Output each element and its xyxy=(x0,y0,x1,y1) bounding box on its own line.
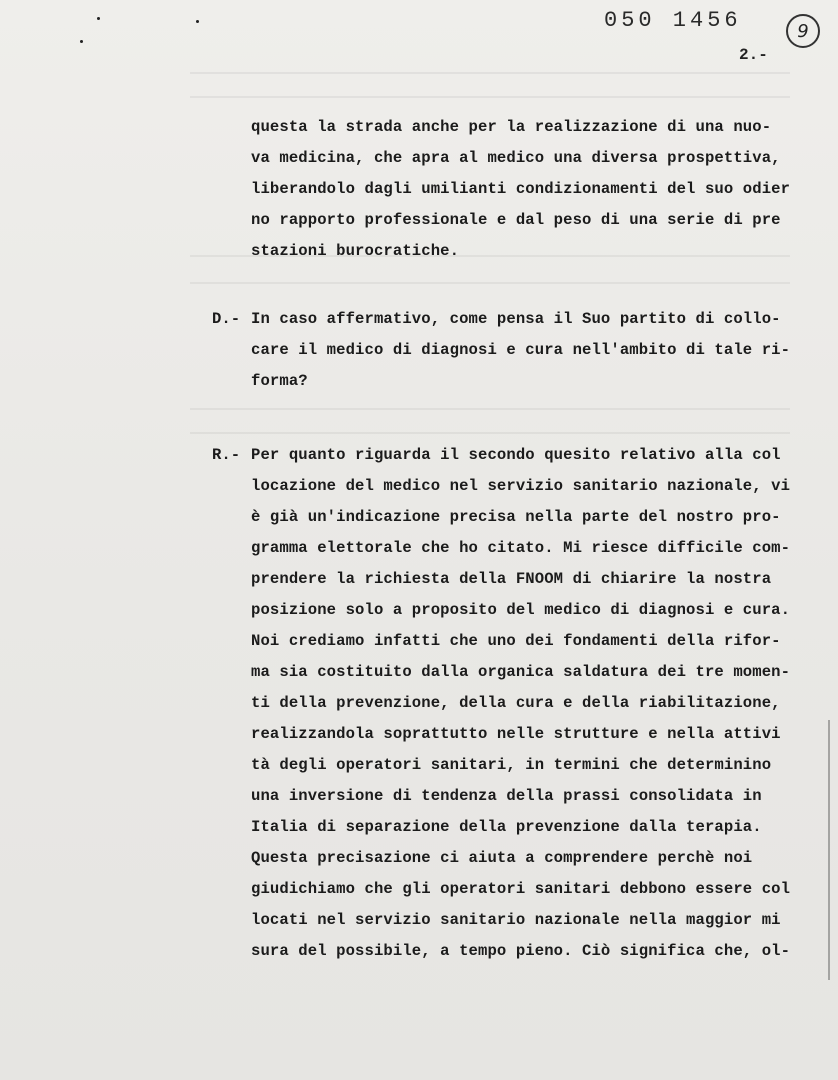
paragraph-continuation xyxy=(251,112,821,267)
text-line: ti della prevenzione, della cura e della riabilitazione, xyxy=(251,694,781,712)
text-line: tà degli operatori sanitari, in termini che determinino xyxy=(251,756,772,774)
text-line: posizione solo a proposito del medico di diagnosi e cura. xyxy=(251,601,791,619)
text-line: liberandolo dagli umilianti condizionamenti del suo odier xyxy=(251,180,791,198)
punch-dot xyxy=(196,20,199,23)
question-text xyxy=(251,304,821,397)
text-line: locazione del medico nel servizio sanitario nazionale, vi xyxy=(251,477,791,495)
question-marker: D.- xyxy=(212,310,241,328)
text-line: Noi crediamo infatti che uno dei fondamenti della rifor- xyxy=(251,632,781,650)
answer-marker: R.- xyxy=(212,446,241,464)
bleed-through-mark xyxy=(190,408,790,410)
text-line: care il medico di diagnosi e cura nell'ambito di tale ri- xyxy=(251,341,791,359)
punch-dot xyxy=(97,17,100,20)
bleed-through-mark xyxy=(190,432,790,434)
document-number: 050 1456 xyxy=(604,8,742,33)
text-line: giudichiamo che gli operatori sanitari debbono essere col xyxy=(251,880,791,898)
text-line: sura del possibile, a tempo pieno. Ciò significa che, ol- xyxy=(251,942,791,960)
text-line: Italia di separazione della prevenzione dalla terapia. xyxy=(251,818,762,836)
text-line: forma? xyxy=(251,372,308,390)
text-line: una inversione di tendenza della prassi consolidata in xyxy=(251,787,762,805)
text-line: gramma elettorale che ho citato. Mi riesce difficile com- xyxy=(251,539,791,557)
bleed-through-stamp xyxy=(0,560,140,660)
text-line: In caso affermativo, come pensa il Suo partito di collo- xyxy=(251,310,781,328)
page-number: 2.- xyxy=(739,46,768,64)
text-line: Questa precisazione ci aiuta a comprendere perchè noi xyxy=(251,849,753,867)
text-line: Per quanto riguarda il secondo quesito relativo alla col xyxy=(251,446,781,464)
text-line: questa la strada anche per la realizzazione di una nuo- xyxy=(251,118,772,136)
text-line: ma sia costituito dalla organica saldatura dei tre momen- xyxy=(251,663,791,681)
punch-dot xyxy=(80,40,83,43)
text-line: locati nel servizio sanitario nazionale nella maggior mi xyxy=(251,911,781,929)
margin-line xyxy=(828,720,830,980)
text-line: va medicina, che apra al medico una diversa prospettiva, xyxy=(251,149,781,167)
text-line: è già un'indicazione precisa nella parte del nostro pro- xyxy=(251,508,781,526)
text-line: stazioni burocratiche. xyxy=(251,242,460,260)
text-line: realizzandola soprattutto nelle strutture e nella attivi xyxy=(251,725,781,743)
bleed-through-mark xyxy=(190,72,790,74)
text-line: no rapporto professionale e dal peso di una serie di pre xyxy=(251,211,781,229)
answer-text xyxy=(251,440,821,967)
text-line: prendere la richiesta della FNOOM di chiarire la nostra xyxy=(251,570,772,588)
bleed-through-mark xyxy=(190,282,790,284)
bleed-through-mark xyxy=(190,96,790,98)
circled-page-mark: 9 xyxy=(786,14,820,48)
